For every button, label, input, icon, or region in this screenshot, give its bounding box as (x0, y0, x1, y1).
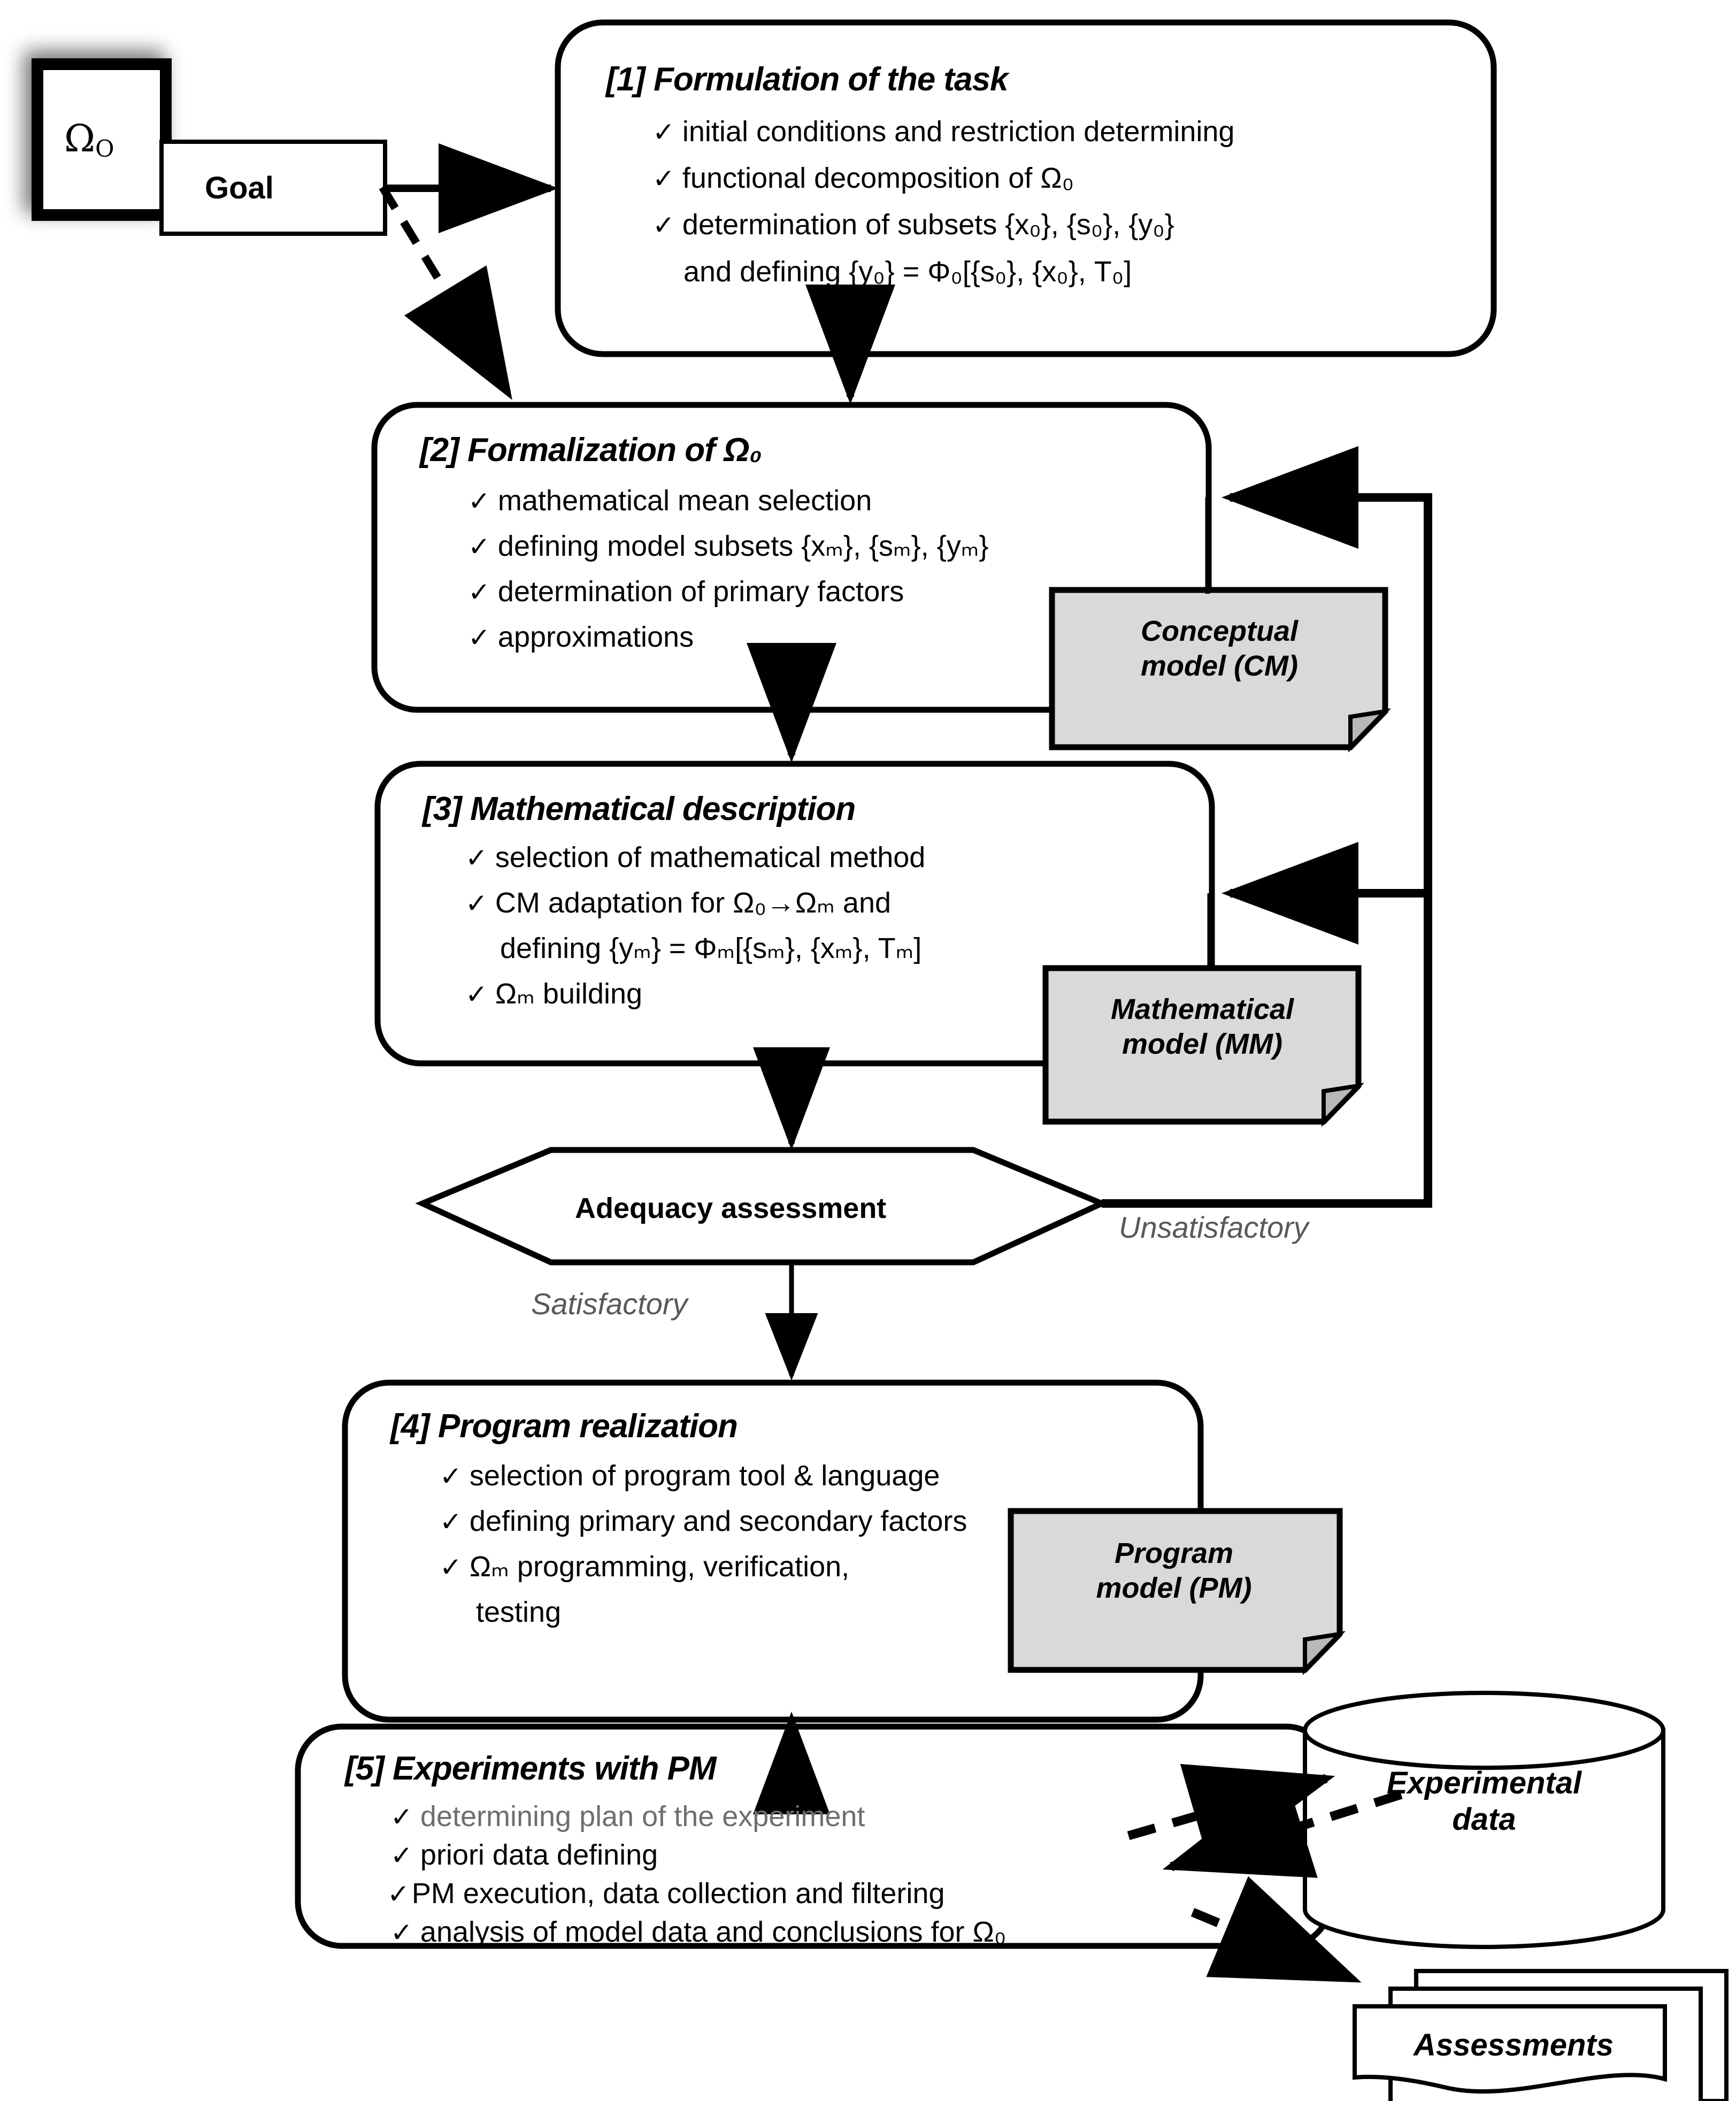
experimental-data-line1: Experimental (1386, 1766, 1582, 1800)
step-4-bullet-2: ✓ defining primary and secondary factors (440, 1505, 967, 1537)
note-conceptual-model-label (1064, 614, 1374, 684)
adequacy-decision-label: Adequacy assessment (575, 1192, 887, 1224)
step-5-bullet-2: ✓ priori data defining (390, 1839, 658, 1871)
check-icon: ✓ (465, 843, 488, 873)
check-icon: ✓ (652, 164, 675, 194)
note-mm-line1: Mathematical (1110, 993, 1294, 1025)
check-icon: ✓ (465, 888, 488, 918)
step-2-bullet-2: ✓ defining model subsets {xₘ}, {sₘ}, {yₘ} (468, 530, 989, 562)
experimental-data-line2: data (1452, 1802, 1516, 1837)
experimental-data-label (1310, 1765, 1658, 1838)
note-mm-line2: model (MM) (1122, 1028, 1282, 1060)
step-3-bullet-2: ✓ CM adaptation for Ω₀→Ωₘ and (465, 887, 892, 919)
step-1-title: [1] Formulation of the task (606, 61, 1008, 98)
step-5-title: [5] Experiments with PM (345, 1750, 716, 1787)
note-pm-line2: model (PM) (1096, 1571, 1252, 1604)
assessments-label: Assessments (1414, 2028, 1614, 2062)
step-2-bullet-4: ✓ approximations (468, 621, 694, 653)
note-cm-line1: Conceptual (1140, 615, 1299, 647)
step-3-title: [3] Mathematical description (423, 791, 856, 827)
step-1-bullet-3: ✓ determination of subsets {x₀}, {s₀}, {y₀} (652, 209, 1174, 241)
branch-label-unsatisfactory: Unsatisfactory (1119, 1210, 1309, 1244)
step-5-bullet-1: ✓ determining plan of the experiment (390, 1800, 865, 1832)
check-icon: ✓ (387, 1879, 410, 1909)
check-icon: ✓ (652, 117, 675, 147)
check-icon: ✓ (390, 1918, 413, 1947)
check-icon: ✓ (468, 577, 490, 607)
step-4-bullet-4: testing (476, 1596, 562, 1628)
source-object-label: $\Omega_O$ (64, 117, 114, 163)
step-4-bullet-3: ✓ Ωₘ programming, verification, (440, 1551, 850, 1583)
step-3-bullet-1: ✓ selection of mathematical method (465, 841, 926, 873)
note-pm-line1: Program (1114, 1537, 1234, 1569)
check-icon: ✓ (468, 623, 490, 653)
branch-label-satisfactory: Satisfactory (531, 1287, 688, 1321)
step-1-bullet-1: ✓ initial conditions and restriction determining (652, 116, 1235, 148)
note-program-model-label (1016, 1536, 1332, 1606)
step-3-bullet-3: ✓ Ωₘ building (465, 978, 643, 1010)
step-5-bullet-4: ✓ analysis of model data and conclusions for Ω₀ (390, 1916, 1007, 1948)
check-icon: ✓ (390, 1841, 413, 1870)
step-1-bullet-2: ✓ functional decomposition of Ω₀ (652, 162, 1074, 194)
step-3-continuation: defining {yₘ} = Φₘ[{sₘ}, {xₘ}, Tₘ] (500, 932, 922, 964)
step-5-bullet-3: ✓PM execution, data collection and filtering (387, 1877, 945, 1910)
check-icon: ✓ (440, 1552, 462, 1582)
check-icon: ✓ (440, 1507, 462, 1537)
check-icon: ✓ (465, 979, 488, 1009)
step-2-bullet-3: ✓ determination of primary factors (468, 576, 904, 608)
check-icon: ✓ (390, 1802, 413, 1832)
step-4-bullet-1: ✓ selection of program tool & language (440, 1460, 940, 1492)
step-2-bullet-1: ✓ mathematical mean selection (468, 485, 872, 517)
edge-goal-to-step2-dashed (382, 187, 508, 393)
note-mathematical-model-label (1053, 992, 1352, 1062)
step-2-title: [2] Formalization of Ω₀ (420, 432, 762, 469)
check-icon: ✓ (652, 210, 675, 240)
note-cm-line2: model (CM) (1141, 649, 1298, 682)
check-icon: ✓ (468, 486, 490, 516)
step-4-title: [4] Program realization (390, 1408, 738, 1445)
goal-label: Goal (205, 171, 274, 205)
check-icon: ✓ (440, 1461, 462, 1491)
step-1-continuation: and defining {y₀} = Φ₀[{s₀}, {x₀}, T₀] (683, 256, 1132, 288)
check-icon: ✓ (468, 532, 490, 562)
